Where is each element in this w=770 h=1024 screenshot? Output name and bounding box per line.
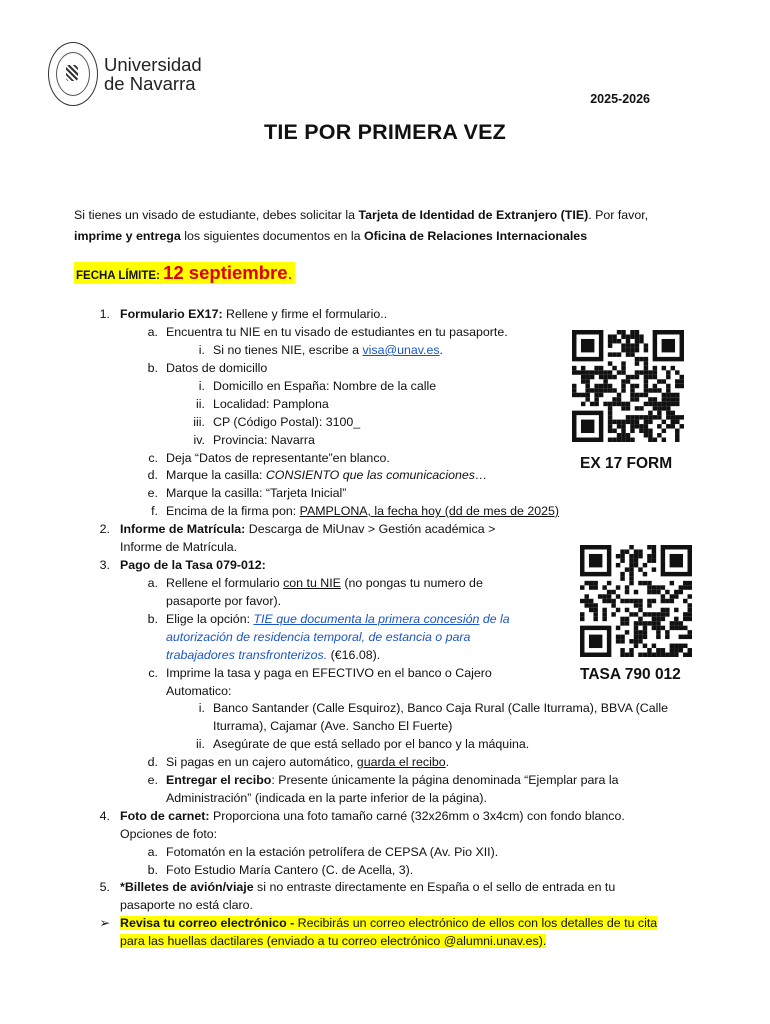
page-title: TIE POR PRIMERA VEZ — [264, 120, 506, 144]
intro-text-1: Si tienes un visado de estudiante, debes solicitar la — [74, 208, 359, 222]
ex17-qr-label: EX 17 FORM — [580, 455, 673, 472]
university-name — [104, 55, 202, 93]
list-item: c. Imprime la tasa y paga en EFECTIVO en el banco o Cajero — [148, 666, 492, 680]
list-item: e. Entregar el recibo: Presente únicamente la página denominada “Ejemplar para la — [147, 773, 619, 787]
list-item-continuation: Iturrama), Cajamar (Ave. Sancho El Fuerte) — [213, 719, 453, 733]
list-item: d. Si pagas en un cajero automático, guarda el recibo. — [147, 755, 450, 769]
list-item: a. Fotomatón en la estación petrolífera de CEPSA (Av. Pio XII). — [147, 845, 499, 859]
ex17-qr-code[interactable] — [572, 330, 684, 442]
list-item: b. Foto Estudio María Cantero (C. de Acella, 3). — [147, 863, 414, 877]
list-item: b. Datos de domicillo — [147, 361, 268, 375]
list-item: c. Deja “Datos de representante”en blanco. — [148, 451, 390, 465]
list-item: i. Banco Santander (Calle Esquiroz), Banco Caja Rural (Calle Iturrama), BBVA (Calle — [198, 701, 668, 715]
list-item-continuation: trabajadores transfronterizos. (€16.08). — [166, 648, 381, 662]
intro-text-2: . Por favor, — [588, 208, 649, 222]
list-item-highlighted: ➢ Revisa tu correo electrónico - Recibirás un correo electrónico de ellos con los detalles de tu cita — [120, 915, 657, 932]
list-item: i. Si no tienes NIE, escribe a visa@unav.es. — [198, 343, 443, 357]
list-item: 3. Pago de la Tasa 079-012: — [99, 558, 266, 572]
deadline-dot: . — [287, 263, 293, 283]
list-item-continuation: Opciones de foto: — [120, 827, 218, 841]
list-item: 2. Informe de Matrícula: Descarga de MiUnav > Gestión académica > — [99, 522, 496, 536]
university-logo — [48, 42, 202, 106]
visa-email-link[interactable]: visa@unav.es — [362, 343, 440, 357]
list-item: 4. Foto de carnet: Proporciona una foto tamaño carné (32x26mm o 3x4cm) con fondo blanco. — [99, 809, 625, 823]
list-item-continuation: pasaporte no está claro. — [120, 898, 253, 912]
university-name-line1: Universidad — [104, 54, 202, 75]
tasa-qr-code[interactable] — [580, 545, 692, 657]
intro-office-name: Oficina de Relaciones Internacionales — [363, 229, 588, 243]
university-seal-icon — [48, 42, 98, 106]
list-item: 1. Formulario EX17: Rellene y firme el formulario.. — [99, 307, 388, 321]
list-item: a. Rellene el formulario con tu NIE (no pongas tu numero de — [147, 576, 483, 590]
list-item: d. Marque la casilla: CONSIENTO que las comunicaciones… — [147, 468, 488, 482]
intro-print-deliver: imprime y entrega — [74, 229, 181, 243]
list-item-continuation: Administración” (indicada en la parte inferior de la página). — [166, 791, 487, 805]
list-item-continuation: Automatico: — [166, 684, 232, 698]
list-item: iii. CP (Código Postal): 3100_ — [193, 415, 361, 429]
intro-text-3: los siguientes documentos en la — [180, 229, 364, 243]
list-item: f. Encima de la firma pon: PAMPLONA, la fecha hoy (dd de mes de 2025) — [151, 504, 560, 518]
tasa-qr-label: TASA 790 012 — [580, 666, 681, 683]
list-item: i. Domicillo en España: Nombre de la calle — [198, 379, 437, 393]
arrow-bullet-icon: ➢ — [99, 916, 110, 930]
list-item: iv. Provincia: Navarra — [193, 433, 315, 447]
list-item: a. Encuentra tu NIE en tu visado de estudiantes en tu pasaporte. — [147, 325, 508, 339]
intro-tie-name: Tarjeta de Identidad de Extranjero (TIE) — [358, 208, 589, 222]
list-item-continuation: autorización de residencia temporal, de estancia o para — [166, 630, 471, 644]
deadline-banner — [74, 262, 295, 284]
list-item: ii. Localidad: Pamplona — [196, 397, 329, 411]
list-item: 5. *Billetes de avión/viaje si no entraste directamente en España o el sello de entrada en tu — [99, 880, 616, 894]
academic-year: 2025-2026 — [590, 92, 650, 106]
deadline-date: 12 septiembre — [163, 262, 288, 283]
list-item: b. Elige la opción: TIE que documenta la primera concesión de la — [147, 612, 510, 626]
list-item-continuation: para las huellas dactilares (enviado a tu correo electrónico @alumni.unav.es). — [120, 934, 547, 948]
list-item-continuation: pasaporte por favor). — [166, 594, 282, 608]
list-item: e. Marque la casilla: “Tarjeta Inicial” — [147, 486, 347, 500]
tie-first-concession-link[interactable]: TIE que documenta la primera concesión — [253, 612, 480, 626]
intro-paragraph — [74, 205, 724, 247]
list-item-continuation: Informe de Matrícula. — [120, 540, 238, 554]
deadline-label: FECHA LÍMITE: — [76, 270, 164, 282]
list-item: ii. Asegúrate de que está sellado por el banco y la máquina. — [196, 737, 530, 751]
university-name-line2: de Navarra — [104, 73, 196, 94]
